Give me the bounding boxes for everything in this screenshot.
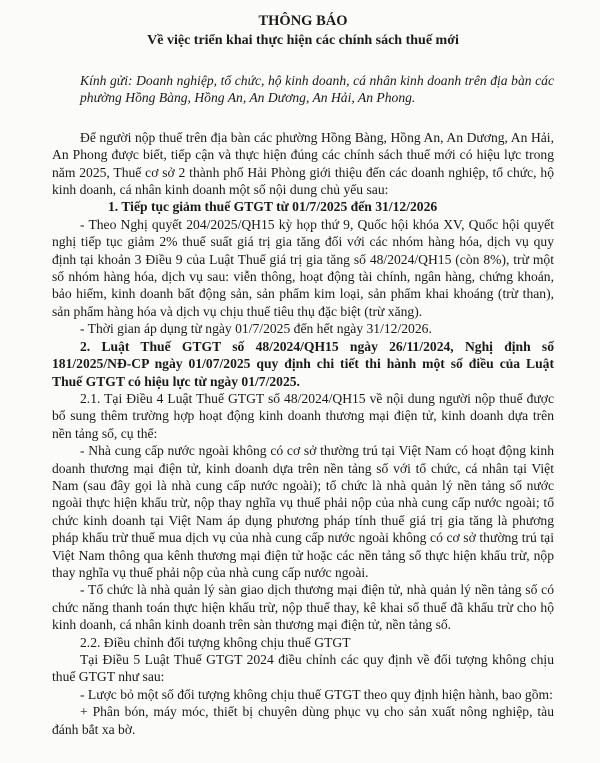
- section-2-1-bullet-2: - Tổ chức là nhà quản lý sàn giao dịch thương mại điện tử, nhà quản lý nền tảng số có chức năng thanh toán thực hiện khấu trừ, nộp thuế thay, kê khai số thuế đã khấu trừ cho hộ kinh doanh, cá nhân kinh doanh trên sàn thương mại điện tử, nền tảng số.: [52, 582, 554, 633]
- section-1-paragraph-1: - Theo Nghị quyết 204/2025/QH15 kỳ họp thứ 9, Quốc hội khóa XV, Quốc hội quyết nghị tiếp tục giảm 2% thuế suất giá trị gia tăng đối với các nhóm hàng hóa, dịch vụ quy định tại khoản 3 Điều 9 của Luật Thuế giá trị gia tăng số 48/2024/QH15 (còn 8%), trừ một số nhóm hàng hóa, dịch vụ sau: viễn thông, hoạt động tài chính, ngân hàng, chứng khoán, bảo hiểm, kinh doanh bất động sản, sản phẩm kim loại, sản phẩm khai khoáng (trừ than), sản phẩm hàng hóa và dịch vụ chịu thuế tiêu thụ đặc biệt (trừ xăng).: [52, 216, 554, 319]
- section-2-2-bullet-2: + Phân bón, máy móc, thiết bị chuyên dùng phục vụ cho sản xuất nông nghiệp, tàu đánh bắt xa bờ.: [52, 704, 554, 737]
- section-2-2-intro: Tại Điều 5 Luật Thuế GTGT 2024 điều chỉnh các quy định về đối tượng không chịu thuế GTGT như sau:: [52, 652, 554, 685]
- section-1-paragraph-2: - Thời gian áp dụng từ ngày 01/7/2025 đến hết ngày 31/12/2026.: [80, 321, 432, 337]
- section-2-1-intro: 2.1. Tại Điều 4 Luật Thuế GTGT số 48/2024/QH15 về nội dung người nộp thuế được bổ sung thêm trường hợp hoạt động kinh doanh thương mại điện tử, kinh doanh dựa trên nền tảng số, cụ thể:: [52, 390, 554, 441]
- section-2-1-bullet-1: - Nhà cung cấp nước ngoài không có cơ sở thường trú tại Việt Nam có hoạt động kinh doanh thương mại điện tử, kinh doanh dựa trên nền tảng số với tổ chức, cá nhân tại Việt Nam (sau đây gọi là nhà cung cấp nước ngoài); tổ chức là nhà quản lý nền tảng số nước ngoài thực hiện khấu trừ, nộp thay nghĩa vụ thuế phải nộp của nhà cung cấp nước ngoài; tổ chức kinh doanh tại Việt Nam áp dụng phương pháp tính thuế giá trị gia tăng là phương pháp khấu trừ thuế mua dịch vụ của nhà cung cấp nước ngoài không có cơ sở thường trú tại Việt Nam thông qua kênh thương mại điện tử hoặc các nền tảng số thực hiện khấu trừ, nộp thay nghĩa vụ thuế phải nộp của nhà cung cấp nước ngoài.: [52, 443, 554, 580]
- section-1-heading: 1. Tiếp tục giảm thuế GTGT từ 01/7/2025 đến 31/12/2026: [108, 199, 438, 215]
- section-2-2-bullet-1: - Lược bỏ một số đối tượng không chịu thuế GTGT theo quy định hiện hành, bao gồm:: [80, 686, 553, 702]
- document-subtitle: Về việc triển khai thực hiện các chính sách thuế mới: [147, 33, 459, 48]
- recipient-line: Kính gửi: Doanh nghiệp, tổ chức, hộ kinh doanh, cá nhân kinh doanh trên địa bàn các phường Hồng Bàng, Hồng An, An Dương, An Hải, An Phong.: [80, 73, 554, 106]
- intro-paragraph: Để người nộp thuế trên địa bàn các phường Hồng Bàng, Hồng An, An Dương, An Hải, An Phong được biết, tiếp cận và thực hiện đúng các chính sách thuế mới có hiệu lực trong năm 2025, Thuế cơ sở 2 thành phố Hải Phòng giới thiệu đến các doanh nghiệp, tổ chức, hộ kinh doanh, cá nhân kinh doanh một số nội dung chủ yếu sau:: [52, 129, 554, 198]
- document-title: THÔNG BÁO: [258, 13, 348, 29]
- section-2-2-heading: 2.2. Điều chỉnh đối tượng không chịu thuế GTGT: [80, 634, 351, 650]
- section-2-heading: 2. Luật Thuế GTGT số 48/2024/QH15 ngày 26/11/2024, Nghị định số 181/2025/NĐ-CP ngày 01/07/2025 quy định chi tiết thi hành một số điều của Luật Thuế GTGT có hiệu lực từ ngày 01/7/2025.: [52, 338, 554, 389]
